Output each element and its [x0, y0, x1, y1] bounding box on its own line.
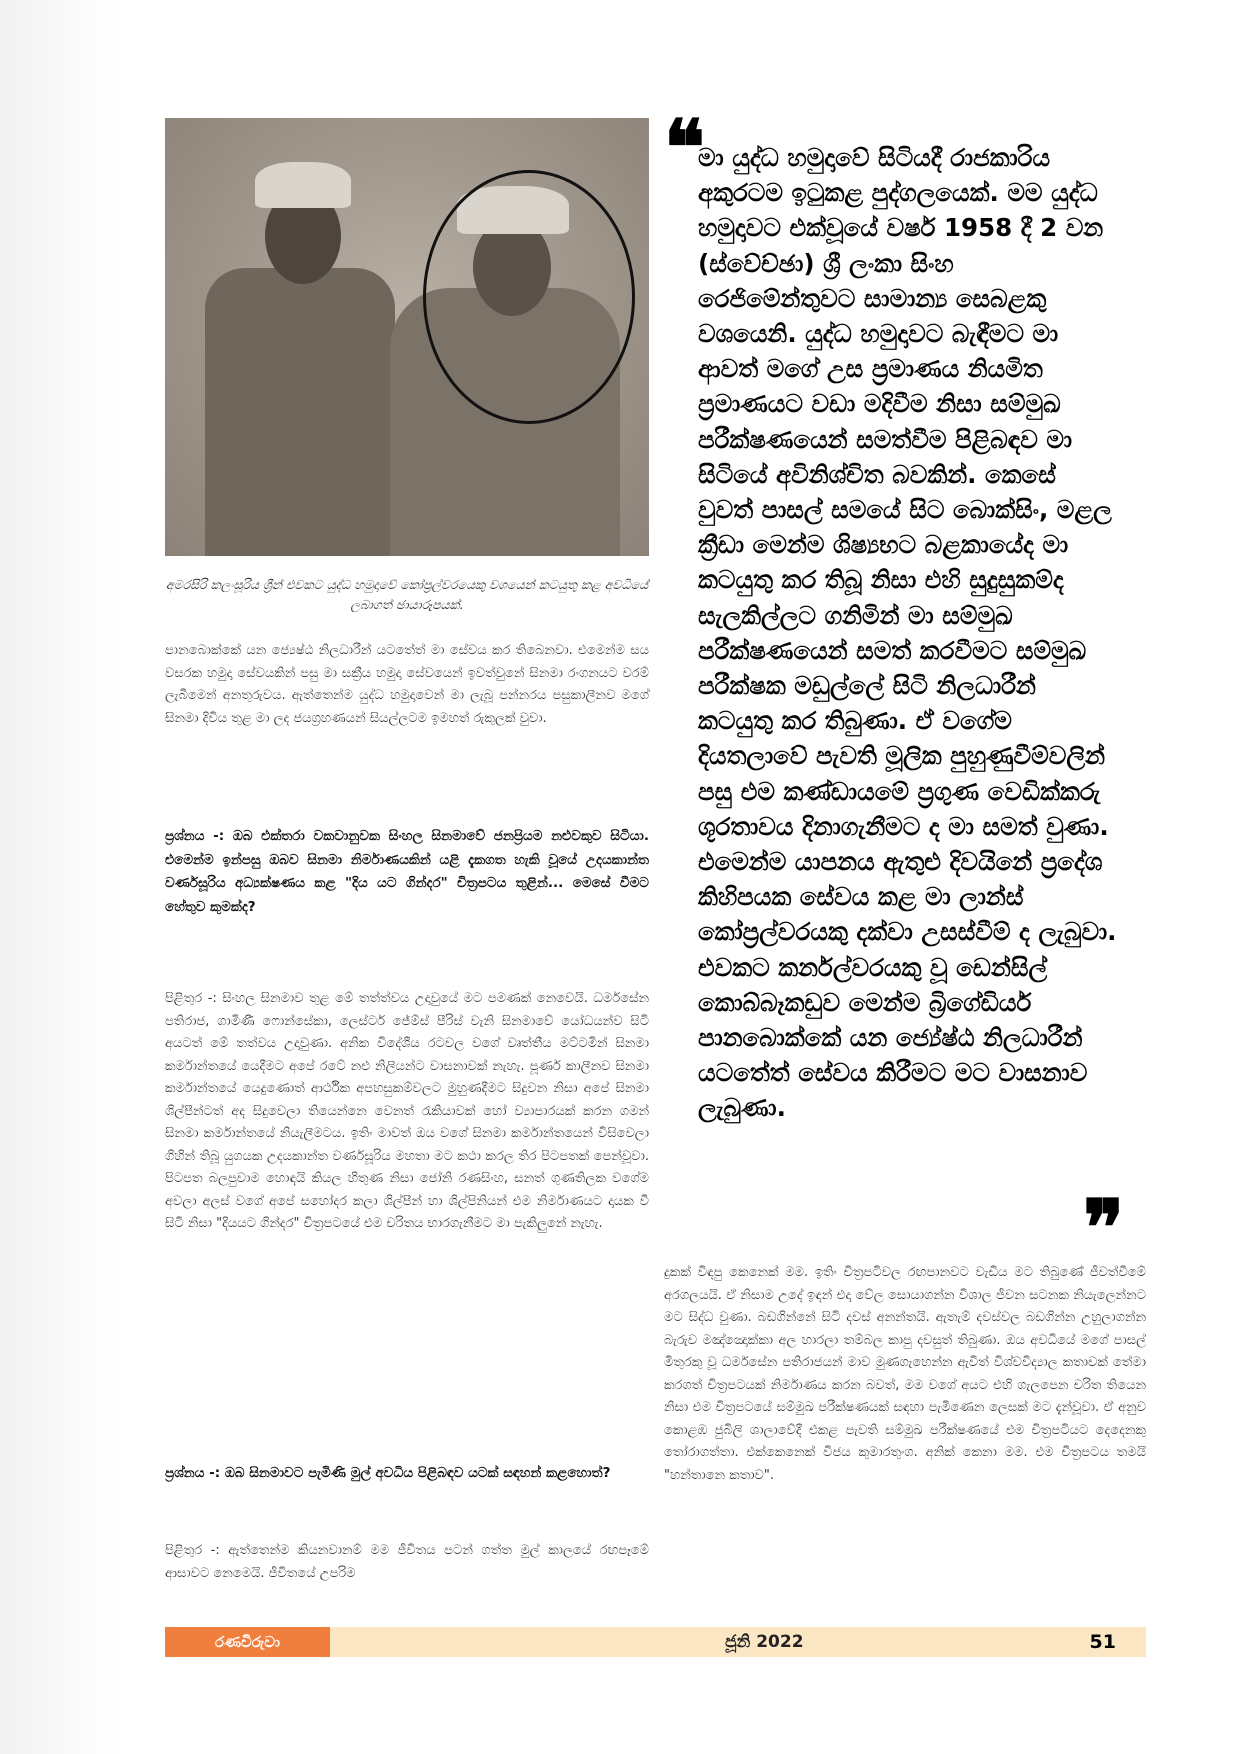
open-quote-icon: ❝ — [664, 103, 705, 192]
page-footer — [165, 1627, 1146, 1657]
left-column-question1-block — [165, 825, 649, 919]
magazine-name: රණවිරුවා — [215, 1633, 280, 1651]
right-column — [664, 1262, 1146, 1487]
interview-question: ප්‍රශ්නය -: ඔබ එක්තරා වකවානුවක සිංහල සිනමාවේ ජනප්‍රියම නළුවකුව සිටියා. එමෙන්ම ඉන්පසු ඔබව සිනමා නිර්මාණයකින් යළි දැකගත හැකි වූයේ උදයකාන්ත වර්ණසූරිය අධ්‍යක්ෂණය කළ "දිය යට ගින්දර" චිත්‍රපටය තුළින්... මෙසේ වීමට හේතුව කුමක්ද? — [165, 828, 649, 915]
left-column-para1-block — [165, 640, 649, 730]
archive-photo — [165, 118, 649, 556]
pull-quote — [664, 103, 1144, 1272]
body-paragraph-right: දුකක් විඳපු කෙනෙක් මම. ඉතිං චිත්‍රපටිවල රඟපානවට වැඩිය මට තිබුණේ ජීවත්වීමේ අරගලයයි. ඒ නිසාම උදේ ඉඳන් එදා වේල සොයාගන්න විශාල ජීවන සටනක නියැලෙන්නට මට සිද්ධ වුණා. බඩගින්නේ සිටි දවස් අනන්තයි. ඇතැම් දවස්වල බඩගින්න උහුලාගන්න බැරුව මඤ්ඤොක්කා අල හාරලා තම්බල කාපු දවසුත් තිබුණා. ඔය අවධියේ මගේ පාසල් මිතුරකු වූ ධර්මසේන පතිරාජයන් මාව මුණගැහෙන්න ඇවිත් විශ්වවිද්‍යාල කතාවක් තේමා කරගත් චිත්‍රපටයක් නිර්මාණය කරන බවත්, මම වගේ අයට එහි ගැලපෙන චරිත තියෙන නිසා එම චිත්‍රපටයේ සම්මුඛ පරීක්ෂණයක් සඳහා පැමිණෙන ලෙසක් මට දැන්වූවා. ඒ අනුව කොළඹ ජුබිලි ශාලාවේදී එකළ පැවති සම්මුඛ පරීක්ෂණයේ එම චිත්‍රපටියට දෙදෙනකු තෝරාගත්තා. එක්කෙනෙක් විජය කුමාරතුංග. අනික් කෙනා මම. එම චිත්‍රපටය තමයි "හන්තානෙ කතාව". — [664, 1265, 1146, 1483]
close-quote-icon: ❞ — [1083, 1183, 1124, 1272]
page-edge-shade — [0, 0, 120, 1754]
left-column-question2-block — [165, 1462, 649, 1486]
left-column-answer1-block — [165, 988, 649, 1236]
pull-quote-text: මා යුද්ධ හමුදාවේ සිටියදී රාජකාරිය අකුරටම ඉටුකළ පුද්ගලයෙක්. මම යුද්ධ හමුදාවට එක්වූයේ වර්ෂ 1958 දී 2 වන (ස්වේච්ඡා) ශ්‍රී ලංකා සිංහ රෙජිමේන්තුවට සාමාන්‍ය සෙබළකු වශයෙනි. යුද්ධ හමුදාවට බැඳීමට මා ආවත් මගේ උස ප්‍රමාණය නියමිත ප්‍රමාණයට වඩා මදිවීම නිසා සම්මුඛ පරීක්ෂණයෙන් සමත්වීම පිළිබඳව මා සිටියේ අවිනිශ්චිත බවකින්. කෙසේ වුවත් පාසල් සමයේ සිට බොක්සිං, මළල ක්‍රීඩා මෙන්ම ශිෂ්‍යභට බළකායේද මා කටයුතු කර තිබූ නිසා එහි සුදුසුකම්ද සැලකිල්ලට ගනිමින් මා සම්මුඛ පරීක්ෂණයෙන් සමත් කරවීමට සම්මුඛ පරීක්ෂක මඩුල්ලේ සිටි නිලධාරීන් කටයුතු කර තිබුණා. ඒ වගේම දියතලාවේ පැවති මූලික පුහුණුවීම්වලින් පසු එම කණ්ඩායමේ ප්‍රගුණ වෙඩික්කරු ශූරතාවය දිනාගැනීමට ද මා සමත් වුණා. එමෙන්ම යාපනය ඇතුළු දිවයිනේ ප්‍රදේශ කිහිපයක සේවය කළ මා ලාන්ස් කෝප්‍රල්වරයකු දක්වා උසස්වීම් ද ලැබුවා. එවකට කර්නල්වරයකු වූ ඩෙන්සිල් කොබ්බෑකඩුව මෙන්ම බ්‍රිගේඩියර් පානබොක්කේ යන ජ්‍යේෂ්ඨ නිලධාරීන් යටතේත් සේවය කිරීමට මට වාසනාව ලැබුණා. — [698, 143, 1117, 1123]
interview-question-2: ප්‍රශ්නය -: ඔබ සිනමාවට පැමිණි මුල් අවධිය පිළිබඳව යටක් සඳහන් කළහොත්? — [165, 1465, 611, 1481]
photo-caption: අමරසිරි කලංසූරිය ශ්‍රීන් එවකට යුද්ධ හමුදාවේ කෝප්‍රල්වරයෙකු වශයෙන් කටයුතු කළ අවධියේ ලබාගත් ඡායාරූපයක්. — [165, 577, 649, 612]
soldier-left — [205, 268, 395, 556]
interview-answer: පිළිතුර -: සිංහල සිනමාව තුළ මේ තත්ත්වය උදාවුයේ මට පමණක් නෙවෙයි. ධර්මසේන පතිරාජ, ගාමිණී ෆොන්සේකා, ලෙස්ටර් ජේම්ස් පීරිස් වැනි සිනමාවේ යෝධයන්ව සිටි අයටත් මේ තත්වය උදාවුණා. අනික විදේශීය රටවල වගේ වෘත්තීය මට්ටමින් සිනමා කර්මාන්තයේ යෙදීමට අපේ රටේ නළු නිලියන්ට වාසනාවක් නැහැ. පූර්ණ කාලීනව සිනමා කර්මාන්තයේ යෙදුණොත් ආර්ථික අපහසුකම්වලට මුහුණදීමට සිදුවන නිසා අපේ සිනමා ශිල්පීන්ටත් අද සිදුවෙලා තියෙන්නෙ වෙනත් රැකියාවක් හෝ ව්‍යාපාරයක් කරන ගමන් සිනමා කර්මාන්තයේ නියැලීමටය. ඉතිං මාවත් ඔය වගේ සිනමා කර්මාන්තයෙන් විසිවෙලා ගිහින් තිබූ යුගයක උදයකාන්ත වර්ණසූරිය මහතා මට කථා කරල තිර පිටපතක් පෙන්වූවා. පිටපත බලපුවාම හොඳයි කියල හිතුණ නිසා ජෝනි රණසිංහ, සනත් ගුණතිලක වගේම අවලා අලස් වගේ අපේ සහෝදර කලා ශිල්පීන් හා ශිල්පිනියන් එම නිර්මාණයට දායක වී සිටි නිසා "දියයට ගින්දර" චිත්‍රපටයේ එම චරිතය භාරගැනීමට මා පැකිලුනේ නැහැ. — [165, 991, 649, 1231]
soldier-left-hat — [255, 162, 351, 208]
body-paragraph: පානබොක්කේ යන ජ්‍යෙෂ්ඨ නිලධාරීන් යටතේත් මා සේවය කර තිබෙනවා. එමෙන්ම සය වසරක හමුදා සේවයකින් පසු මා සක්‍රීය හමුදා සේවයෙන් ඉවත්වුනේ සිනමා රංගනයට වරම් ලැබීමෙන් අනතුරුවය. ඇත්තෙන්ම යුද්ධ හමුදාවෙන් මා ලැබූ පන්නරය පසුකාලීනව මගේ සිනමා දිවිය තුළ මා ලද ජයග්‍රහණයන් සියල්ලටම ඉමහත් රුකුලක් වුවා. — [165, 643, 649, 726]
page-number: 51 — [1089, 1631, 1116, 1653]
interview-answer-2: පිළිතුර -: ඇත්තෙන්ම කියනවානම් මම ජීවිතය පටන් ගත්ත මුල් කාලයේ රඟපෑමේ ආසාවට නෙමෙයි. ජීවිතයේ උපරිම — [165, 1543, 649, 1581]
highlight-circle — [423, 170, 635, 424]
issue-date: ජූනි 2022 — [725, 1632, 804, 1652]
left-column-answer2-block — [165, 1540, 649, 1585]
